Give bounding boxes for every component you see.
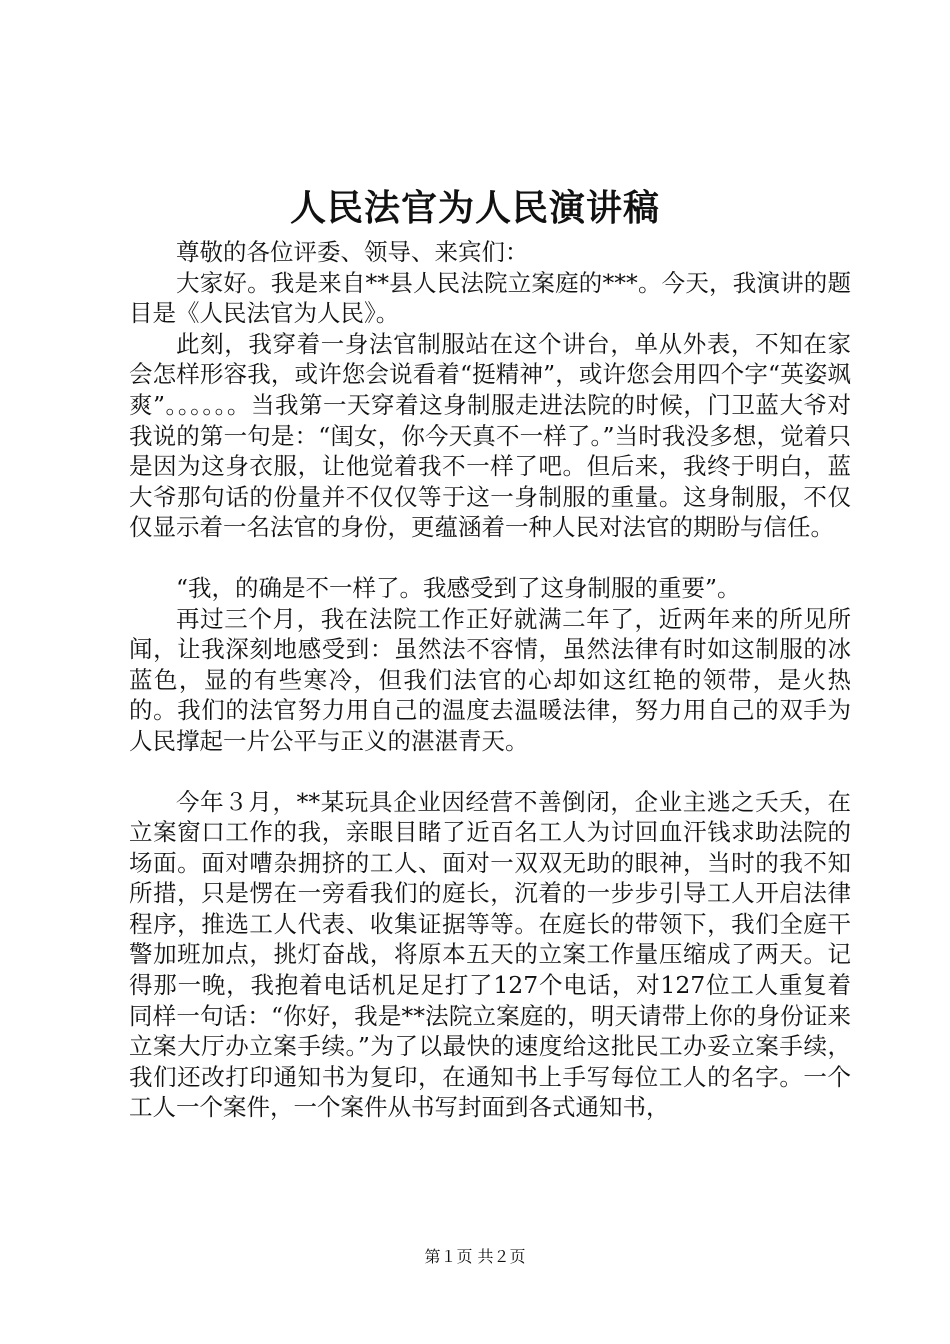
case-story-paragraph: 今年３月，**某玩具企业因经营不善倒闭，企业主逃之夭夭，在立案窗口工作的我，亲眼目睹了近百名工人为讨回血汗钱求助法院的场面。面对嘈杂拥挤的工人、面对一双双无助的眼神，当时的我不知所措，只是愣在一旁看我们的庭长，沉着的一步步引导工人开启法律程序，推选工人代表、收集证据等等。在庭长的带领下，我们全庭干警加班加点，挑灯奋战，将原本五天的立案工作量压缩成了两天。记得那一晚，我抱着电话机足足打了127个电话，对127位工人重复着同样一句话：“你好，我是**法院立案庭的，明天请带上你的身份证来立案大厅办立案手续。”为了以最快的速度给这批民工办妥立案手续，我们还改打印通知书为复印，在通知书上手写每位工人的名字。一个工人一个案件，一个案件从书写封面到各式通知书， [129,787,851,1122]
paragraph-spacer [129,543,851,573]
intro-paragraph: 大家好。我是来自**县人民法院立案庭的***。今天，我演讲的题目是《人民法官为人民》。 [129,268,851,328]
page-number-footer: 第１页 共２页 [424,1247,526,1266]
paragraph-spacer [129,757,851,787]
quote-paragraph: “我，的确是不一样了。我感受到了这身制服的重要”。 [176,573,741,602]
reflection-paragraph: 再过三个月，我在法院工作正好就满二年了，近两年来的所见所闻，让我深刻地感受到：虽然法不容情，虽然法律有时如这制服的冰蓝色，显的有些寒冷，但我们法官的心却如这红艳的领带，是火热的。我们的法官努力用自己的温度去温暖法律，努力用自己的双手为人民撑起一片公平与正义的湛湛青天。 [129,604,851,755]
document-body [129,237,851,1123]
salutation-paragraph: 尊敬的各位评委、领导、来宾们： [176,238,529,266]
uniform-paragraph: 此刻，我穿着一身法官制服站在这个讲台，单从外表，不知在家会怎样形容我，或许您会说看着“挺精神”，或许您会用四个字“英姿飒爽”。。。。。。当我第一天穿着这身制服走进法院的时候，门卫蓝大爷对我说的第一句是：“闺女，你今天真不一样了。”当时我没多想，觉着只是因为这身衣服，让他觉着我不一样了吧。但后来，我终于明白，蓝大爷那句话的份量并不仅仅等于这一身制服的重量。这身制服，不仅仅显示着一名法官的身份，更蕴涵着一种人民对法官的期盼与信任。 [129,329,851,542]
document-title: 人民法官为人民演讲稿 [289,187,660,229]
